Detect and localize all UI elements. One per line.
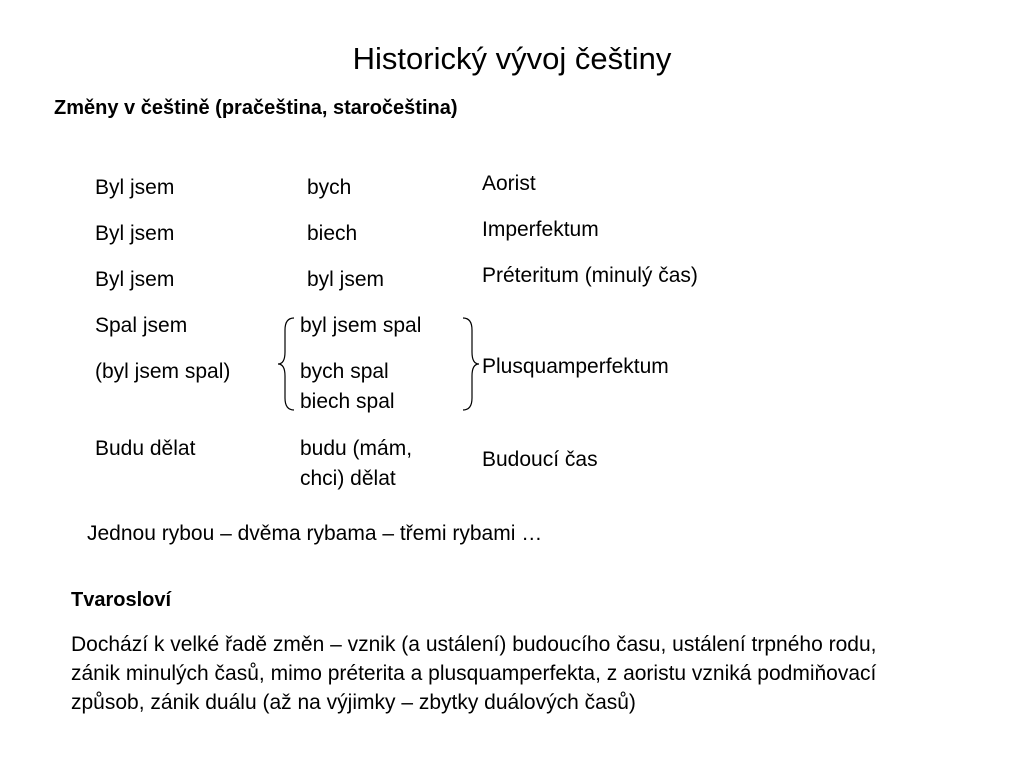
row-2-form: Byl jsem <box>95 222 175 245</box>
section-paragraph: Dochází k velké řadě změn – vznik (a ustálení) budoucího času, ustálení trpného rodu, zánik minulých časů, mimo préterita a plusquamperfekta, z aoristu vzniká podmiňovací způsob, zánik duálu (až na výjimky – zbytky duálových časů) <box>71 633 877 714</box>
example-line: Jednou rybou – dvěma rybama – třemi rybami … <box>87 522 543 545</box>
row-1-form: Byl jsem <box>95 176 175 199</box>
row-4-form: Spal jsem <box>95 314 188 337</box>
row-6-form: Budu dělat <box>95 437 196 460</box>
right-brace-icon <box>459 316 481 412</box>
row-6-old-form-line-2: chci) dělat <box>300 467 396 490</box>
row-2-old-form: biech <box>307 222 358 245</box>
slide-subtitle: Změny v češtině (pračeština, staročeština) <box>54 97 458 119</box>
row-4-old-form: byl jsem spal <box>300 314 422 337</box>
slide-title: Historický vývoj češtiny <box>352 41 672 76</box>
row-5-tense: Plusquamperfektum <box>482 355 669 378</box>
row-3-tense: Préteritum (minulý čas) <box>482 264 698 287</box>
row-2-tense: Imperfektum <box>482 218 599 241</box>
row-5-form: (byl jsem spal) <box>95 360 231 383</box>
row-6-old-form-line-1: budu (mám, <box>300 437 413 460</box>
row-3-old-form: byl jsem <box>307 268 385 291</box>
row-5-old-form-line-1: bych spal <box>300 360 389 383</box>
left-brace-icon <box>276 316 298 412</box>
row-1-old-form: bych <box>307 176 352 199</box>
section-heading: Tvarosloví <box>71 589 172 611</box>
row-3-form: Byl jsem <box>95 268 175 291</box>
row-5-old-form-line-2: biech spal <box>300 390 395 413</box>
row-1-tense: Aorist <box>482 172 536 195</box>
row-6-tense: Budoucí čas <box>482 448 598 471</box>
